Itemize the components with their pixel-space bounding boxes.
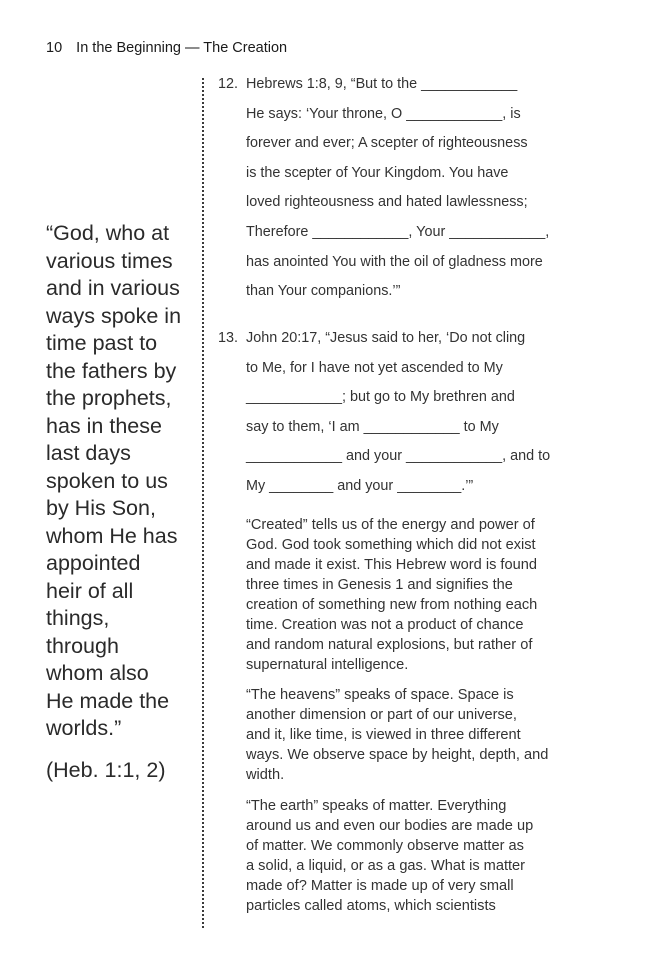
question-line: has anointed You with the oil of gladness more (246, 253, 543, 270)
paragraph-line: time. Creation was not a product of chance (246, 617, 524, 633)
paragraph-line: width. (246, 767, 285, 783)
question-line: ____________ and your ____________, and to (246, 448, 551, 465)
quote-line: He made the (46, 688, 170, 713)
quote-line: things, (46, 606, 110, 630)
question-line: is the scepter of Your Kingdom. You have (246, 164, 509, 181)
question-line: forever and ever; A scepter of righteousness (246, 135, 528, 152)
quote-line: time past to (46, 331, 158, 355)
question-line: to Me, for I have not yet ascended to My (246, 359, 503, 376)
quote-line: appointed (46, 551, 141, 575)
question-line: My ________ and your ________.’” (246, 477, 474, 494)
quote-line: last days (46, 441, 131, 465)
quote-line: whom also (46, 661, 149, 685)
paragraph-line: ways. We observe space by height, depth, and (246, 747, 549, 763)
question-number: 12. (218, 76, 239, 92)
quote-line: through (46, 633, 119, 658)
paragraph-line: “The earth” speaks of matter. Everything (246, 798, 507, 814)
question-line: He says: ‘Your throne, O ____________, is (246, 105, 521, 122)
question-line: loved righteousness and hated lawlessness; (246, 194, 528, 211)
question-13 (218, 324, 578, 502)
quote-line: spoken to us (46, 468, 168, 493)
paragraph-line: creation of something new from nothing each (246, 597, 538, 613)
question-line: Therefore ____________, Your ____________, (246, 223, 550, 240)
quote-line: the fathers by (46, 358, 177, 383)
paragraph-line: particles called atoms, which scientists (246, 898, 496, 914)
quote-line: and in various (46, 276, 180, 300)
paragraph-created (246, 515, 576, 675)
paragraph-line: three times in Genesis 1 and signifies the (246, 577, 513, 593)
paragraph-line: and random natural explosions, but rather of (246, 637, 533, 653)
question-line: ____________; but go to My brethren and (246, 389, 515, 406)
quote-line: whom He has (46, 523, 178, 548)
dotted-column-divider (202, 78, 204, 928)
question-line: say to them, ‘I am ____________ to My (246, 418, 499, 435)
paragraph-line: and made it exist. This Hebrew word is found (246, 557, 537, 573)
quote-line: heir of all (46, 578, 134, 603)
paragraph-line: supernatural intelligence. (246, 657, 409, 673)
quote-line: the prophets, (46, 386, 172, 410)
page-number: 10 (46, 40, 63, 56)
paragraph-earth (246, 796, 576, 916)
paragraph-line: and it, like time, is viewed in three different (246, 727, 521, 743)
paragraph-line: God. God took something which did not exist (246, 537, 536, 553)
running-header (46, 40, 287, 56)
paragraph-line: made of? Matter is made up of very small (246, 878, 514, 894)
quote-line: “God, who at (46, 221, 170, 245)
paragraph-line: “The heavens” speaks of space. Space is (246, 687, 514, 703)
question-line: John 20:17, “Jesus said to her, ‘Do not cling (246, 330, 526, 346)
question-12 (218, 70, 578, 307)
quote-citation: (Heb. 1:1, 2) (46, 758, 166, 782)
sidebar-pull-quote (46, 220, 196, 743)
quote-line: ways spoke in (46, 303, 182, 328)
paragraph-line: of matter. We commonly observe matter as (246, 838, 524, 854)
quote-line: various times (46, 248, 173, 273)
question-line: Hebrews 1:8, 9, “But to the ____________ (246, 76, 518, 92)
paragraph-line: another dimension or part of our universe, (246, 707, 517, 723)
chapter-title: In the Beginning — The Creation (76, 40, 288, 56)
quote-line: worlds.” (46, 716, 122, 740)
question-line: than Your companions.’” (246, 283, 401, 300)
paragraph-heavens (246, 685, 576, 785)
paragraph-line: around us and even our bodies are made up (246, 818, 534, 834)
question-number: 13. (218, 330, 239, 346)
paragraph-line: “Created” tells us of the energy and power of (246, 517, 535, 533)
quote-line: has in these (46, 413, 162, 438)
quote-line: by His Son, (46, 496, 156, 520)
paragraph-line: a solid, a liquid, or as a gas. What is matter (246, 858, 526, 874)
